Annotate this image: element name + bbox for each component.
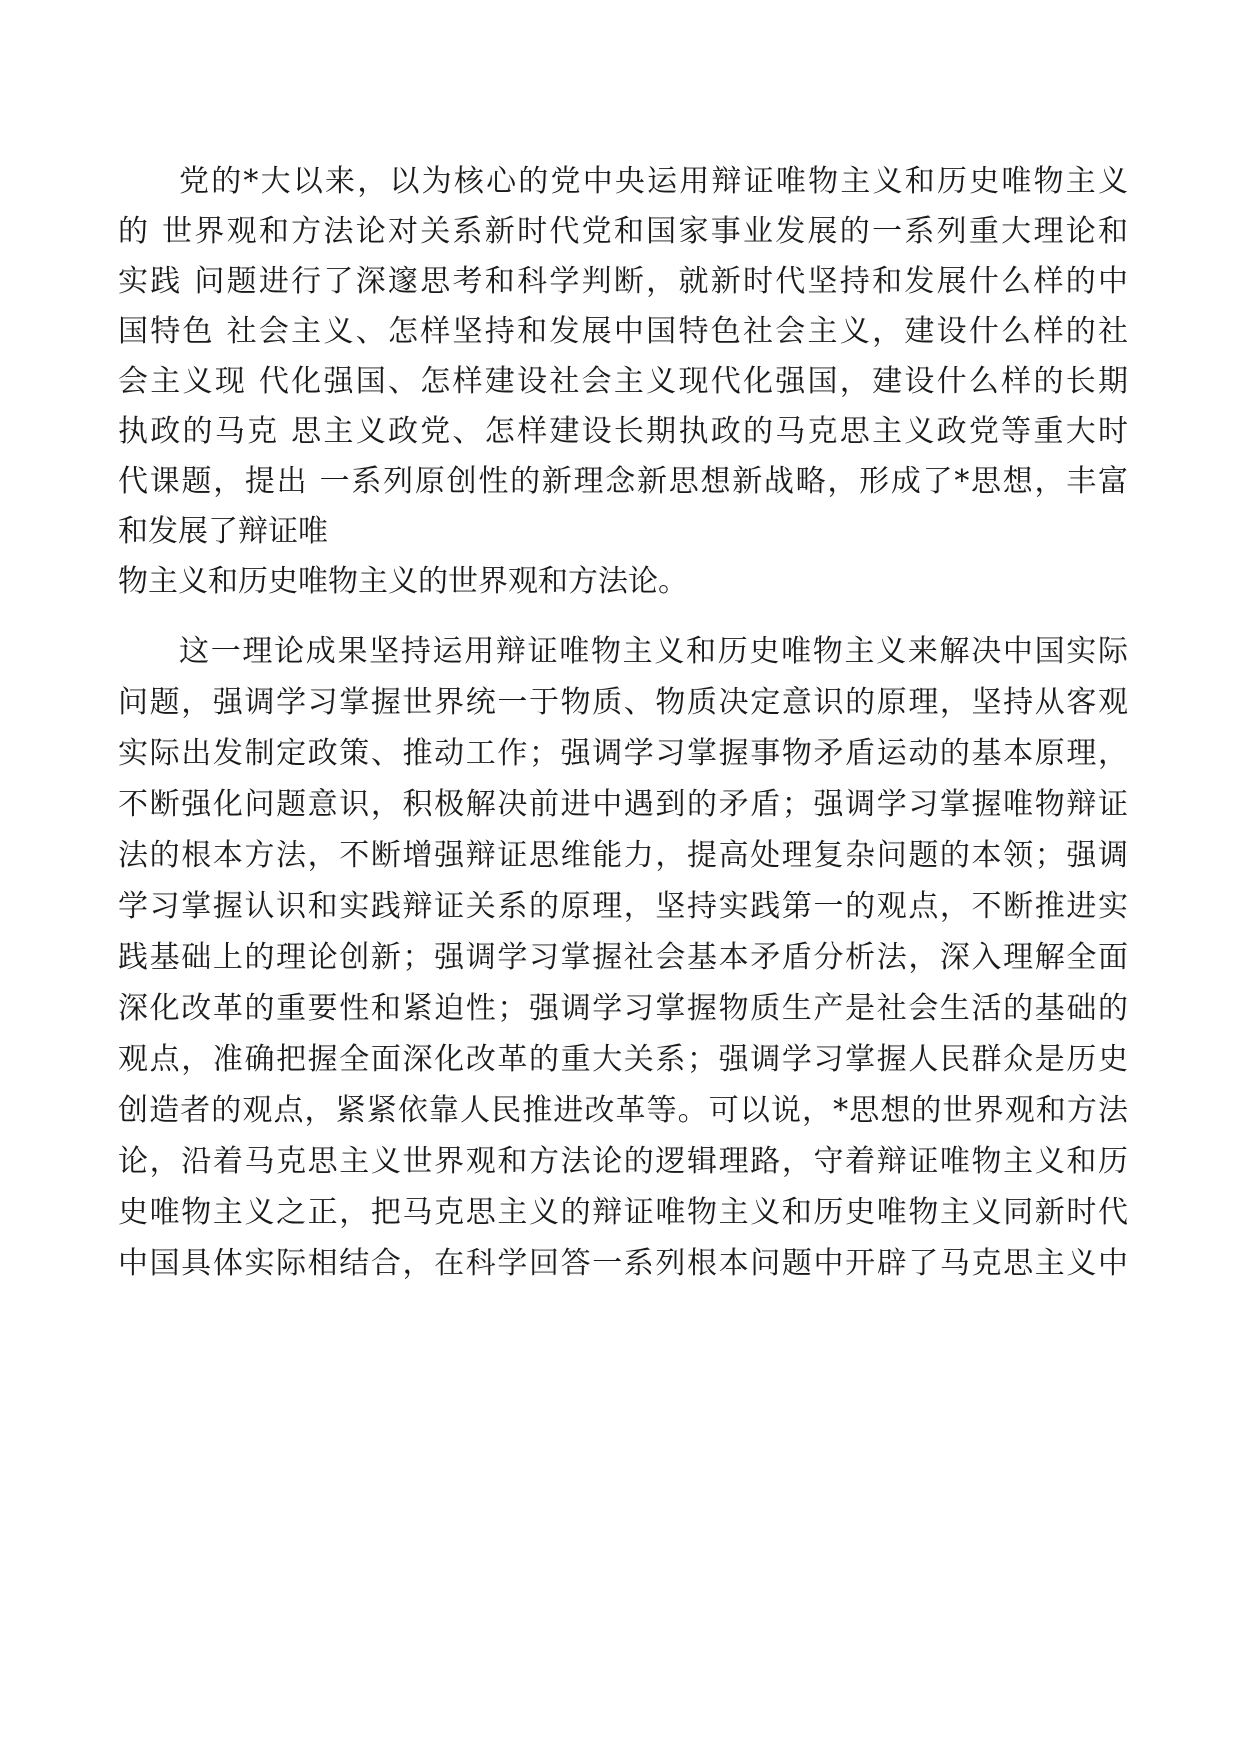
- paragraph-line: 法的根本方法，不断增强辩证思维能力，提高处理复杂问题的本领；强调: [118, 838, 1128, 873]
- paragraph-line: 践基础上的理论创新；强调学习掌握社会基本矛盾分析法，深入理解全面: [118, 940, 1128, 975]
- paragraph-line: 和发展了辩证唯: [118, 514, 328, 549]
- paragraph-line: 深化改革的重要性和紧迫性；强调学习掌握物质生产是社会生活的基础的: [118, 991, 1128, 1026]
- paragraph-line: 代课题，提出 一系列原创性的新理念新思想新战略，形成了*思想，丰富: [118, 464, 1128, 499]
- paragraph-line: 会主义现 代化强国、怎样建设社会主义现代化强国，建设什么样的长期: [118, 364, 1128, 399]
- paragraph-line: 的 世界观和方法论对关系新时代党和国家事业发展的一系列重大理论和: [118, 214, 1128, 249]
- paragraph-line: 创造者的观点，紧紧依靠人民推进改革等。可以说，*思想的世界观和方法: [118, 1093, 1128, 1128]
- paragraph-line: 这一理论成果坚持运用辩证唯物主义和历史唯物主义来解决中国实际: [179, 634, 1128, 669]
- paragraph-line: 史唯物主义之正，把马克思主义的辩证唯物主义和历史唯物主义同新时代: [118, 1195, 1128, 1230]
- paragraph-line: 实际出发制定政策、推动工作；强调学习掌握事物矛盾运动的基本原理，: [118, 736, 1128, 771]
- paragraph-line: 问题，强调学习掌握世界统一于物质、物质决定意识的原理，坚持从客观: [118, 685, 1128, 720]
- paragraph-line: 党的*大以来，以为核心的党中央运用辩证唯物主义和历史唯物主义: [179, 164, 1128, 199]
- paragraph-line: 实践 问题进行了深邃思考和科学判断，就新时代坚持和发展什么样的中: [118, 264, 1128, 299]
- paragraph-line: 中国具体实际相结合，在科学回答一系列根本问题中开辟了马克思主义中: [118, 1246, 1128, 1281]
- paragraph-line: 学习掌握认识和实践辩证关系的原理，坚持实践第一的观点，不断推进实: [118, 889, 1128, 924]
- paragraph-line: 不断强化问题意识，积极解决前进中遇到的矛盾；强调学习掌握唯物辩证: [118, 787, 1128, 822]
- paragraph-line: 物主义和历史唯物主义的世界观和方法论。: [118, 564, 688, 599]
- paragraph-line: 论，沿着马克思主义世界观和方法论的逻辑理路，守着辩证唯物主义和历: [118, 1144, 1128, 1179]
- paragraph-line: 观点，准确把握全面深化改革的重大关系；强调学习掌握人民群众是历史: [118, 1042, 1128, 1077]
- paragraph-line: 执政的马克 思主义政党、怎样建设长期执政的马克思主义政党等重大时: [118, 414, 1128, 449]
- paragraph-line: 国特色 社会主义、怎样坚持和发展中国特色社会主义，建设什么样的社: [118, 314, 1128, 349]
